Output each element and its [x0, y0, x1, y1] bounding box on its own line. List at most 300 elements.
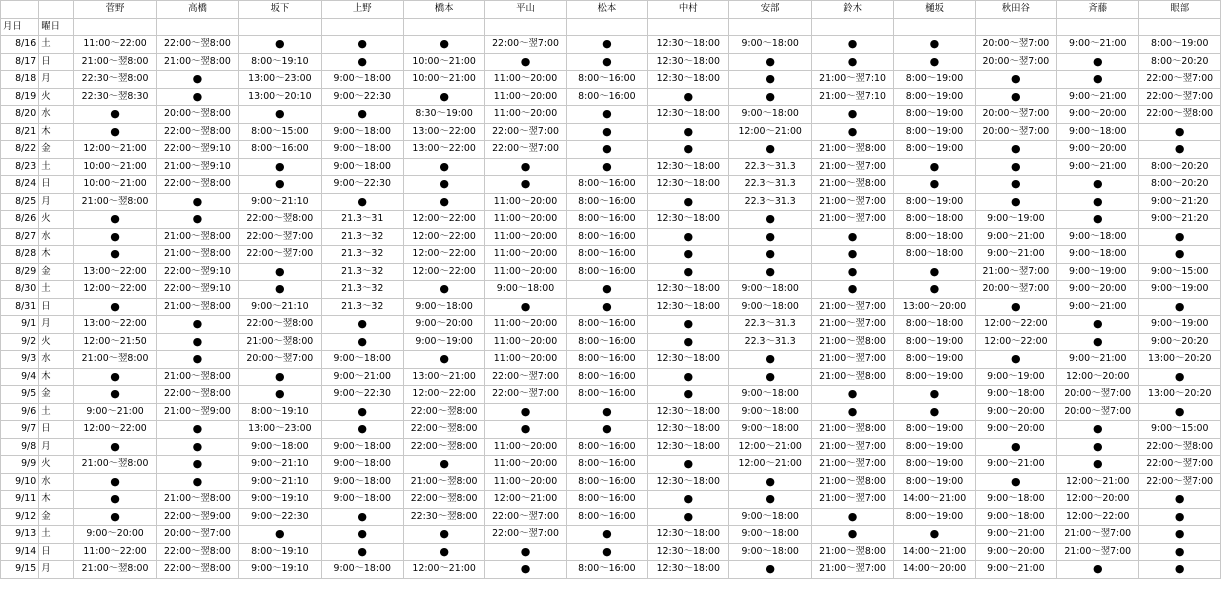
weekday-cell[interactable]: 火: [39, 211, 74, 229]
staff-name-header[interactable]: 松本: [566, 1, 647, 19]
shift-time-cell[interactable]: 9:00～18:00: [1057, 246, 1139, 264]
shift-time-cell[interactable]: 13:00～22:00: [403, 123, 484, 141]
weekday-cell[interactable]: 水: [39, 228, 74, 246]
day-off-cell[interactable]: ●: [321, 543, 403, 561]
shift-time-cell[interactable]: 9:00～18:00: [321, 158, 403, 176]
day-off-cell[interactable]: ●: [811, 508, 893, 526]
day-off-cell[interactable]: ●: [729, 263, 811, 281]
day-off-cell[interactable]: ●: [648, 368, 729, 386]
weekday-cell[interactable]: 日: [39, 176, 74, 194]
shift-time-cell[interactable]: 21:00～翌8:00: [811, 176, 893, 194]
shift-time-cell[interactable]: 12:30～18:00: [648, 421, 729, 439]
shift-time-cell[interactable]: 13:00～22:00: [74, 263, 156, 281]
day-off-cell[interactable]: ●: [1057, 176, 1139, 194]
shift-time-cell[interactable]: 22:00～翌8:00: [239, 211, 321, 229]
empty-cell[interactable]: [403, 18, 484, 36]
shift-time-cell[interactable]: 9:00～21:00: [74, 403, 156, 421]
day-off-cell[interactable]: ●: [975, 351, 1056, 369]
shift-time-cell[interactable]: 9:00～18:00: [403, 298, 484, 316]
day-off-cell[interactable]: ●: [239, 263, 321, 281]
day-off-cell[interactable]: ●: [648, 193, 729, 211]
date-cell[interactable]: 9/3: [1, 351, 39, 369]
shift-time-cell[interactable]: 8:00～16:00: [566, 246, 647, 264]
shift-time-cell[interactable]: 8:00～16:00: [566, 88, 647, 106]
shift-time-cell[interactable]: 8:30～19:00: [403, 106, 484, 124]
day-off-cell[interactable]: ●: [975, 473, 1056, 491]
weekday-cell[interactable]: 土: [39, 526, 74, 544]
shift-time-cell[interactable]: 8:00～19:00: [894, 368, 975, 386]
shift-time-cell[interactable]: 9:00～18:00: [729, 281, 811, 299]
shift-time-cell[interactable]: 9:00～18:00: [729, 526, 811, 544]
shift-time-cell[interactable]: 20:00～翌7:00: [975, 106, 1056, 124]
staff-name-header[interactable]: 斉藤: [1057, 1, 1139, 19]
shift-time-cell[interactable]: 21:00～翌8:00: [811, 141, 893, 159]
date-cell[interactable]: 8/19: [1, 88, 39, 106]
shift-time-cell[interactable]: 11:00～22:00: [74, 36, 156, 54]
day-off-cell[interactable]: ●: [74, 228, 156, 246]
shift-time-cell[interactable]: 9:00～19:10: [239, 491, 321, 509]
date-cell[interactable]: 9/15: [1, 561, 39, 579]
shift-time-cell[interactable]: 8:00～19:00: [894, 473, 975, 491]
day-off-cell[interactable]: ●: [1139, 543, 1221, 561]
day-off-cell[interactable]: ●: [811, 246, 893, 264]
shift-time-cell[interactable]: 8:00～19:00: [894, 193, 975, 211]
shift-time-cell[interactable]: 21:00～翌8:00: [74, 456, 156, 474]
shift-time-cell[interactable]: 8:00～16:00: [566, 351, 647, 369]
shift-time-cell[interactable]: 22:30～翌8:30: [74, 88, 156, 106]
shift-time-cell[interactable]: 12:00～22:00: [403, 228, 484, 246]
shift-time-cell[interactable]: 21:00～翌7:00: [811, 316, 893, 334]
shift-time-cell[interactable]: 12:00～21:00: [403, 561, 484, 579]
day-off-cell[interactable]: ●: [975, 438, 1056, 456]
shift-time-cell[interactable]: 12:00～21:50: [74, 333, 156, 351]
shift-time-cell[interactable]: 8:00～16:00: [566, 71, 647, 89]
day-off-cell[interactable]: ●: [811, 228, 893, 246]
shift-time-cell[interactable]: 21.3～32: [321, 298, 403, 316]
day-off-cell[interactable]: ●: [894, 386, 975, 404]
shift-time-cell[interactable]: 12:00～22:00: [74, 281, 156, 299]
shift-time-cell[interactable]: 21:00～翌7:10: [811, 88, 893, 106]
shift-time-cell[interactable]: 21:00～翌7:10: [811, 71, 893, 89]
day-off-cell[interactable]: ●: [648, 386, 729, 404]
shift-time-cell[interactable]: 20:00～翌7:00: [975, 123, 1056, 141]
day-off-cell[interactable]: ●: [321, 36, 403, 54]
shift-time-cell[interactable]: 8:00～19:00: [894, 88, 975, 106]
day-off-cell[interactable]: ●: [811, 106, 893, 124]
date-cell[interactable]: 8/28: [1, 246, 39, 264]
shift-time-cell[interactable]: 8:00～18:00: [894, 246, 975, 264]
shift-time-cell[interactable]: 12:30～18:00: [648, 298, 729, 316]
day-off-cell[interactable]: ●: [74, 473, 156, 491]
shift-time-cell[interactable]: 8:00～16:00: [566, 386, 647, 404]
empty-cell[interactable]: [811, 18, 893, 36]
shift-time-cell[interactable]: 12:30～18:00: [648, 176, 729, 194]
shift-time-cell[interactable]: 10:00～21:00: [74, 176, 156, 194]
weekday-cell[interactable]: 月: [39, 193, 74, 211]
shift-time-cell[interactable]: 8:00～16:00: [566, 368, 647, 386]
day-off-cell[interactable]: ●: [894, 158, 975, 176]
date-cell[interactable]: 9/9: [1, 456, 39, 474]
shift-time-cell[interactable]: 10:00～21:00: [403, 53, 484, 71]
date-cell[interactable]: 9/12: [1, 508, 39, 526]
shift-time-cell[interactable]: 9:00～18:00: [729, 106, 811, 124]
day-off-cell[interactable]: ●: [566, 281, 647, 299]
staff-name-header[interactable]: 上野: [321, 1, 403, 19]
shift-time-cell[interactable]: 21.3～32: [321, 263, 403, 281]
shift-time-cell[interactable]: 21:00～翌9:10: [156, 158, 238, 176]
day-off-cell[interactable]: ●: [648, 456, 729, 474]
shift-time-cell[interactable]: 9:00～19:10: [239, 561, 321, 579]
shift-time-cell[interactable]: 22:00～翌8:00: [156, 123, 238, 141]
day-off-cell[interactable]: ●: [811, 263, 893, 281]
shift-time-cell[interactable]: 9:00～18:00: [729, 386, 811, 404]
day-off-cell[interactable]: ●: [239, 386, 321, 404]
shift-time-cell[interactable]: 9:00～21:00: [975, 456, 1056, 474]
shift-time-cell[interactable]: 9:00～15:00: [1139, 421, 1221, 439]
shift-time-cell[interactable]: 11:00～20:00: [485, 106, 566, 124]
date-cell[interactable]: 8/31: [1, 298, 39, 316]
empty-cell[interactable]: [239, 18, 321, 36]
shift-time-cell[interactable]: 21.3～32: [321, 228, 403, 246]
shift-time-cell[interactable]: 11:00～22:00: [74, 543, 156, 561]
shift-time-cell[interactable]: 21.3～32: [321, 281, 403, 299]
weekday-column-header[interactable]: 曜日: [39, 18, 74, 36]
shift-time-cell[interactable]: 9:00～19:00: [1057, 263, 1139, 281]
shift-time-cell[interactable]: 21:00～翌8:00: [811, 543, 893, 561]
shift-time-cell[interactable]: 9:00～18:00: [729, 543, 811, 561]
day-off-cell[interactable]: ●: [975, 141, 1056, 159]
day-off-cell[interactable]: ●: [156, 71, 238, 89]
shift-time-cell[interactable]: 9:00～18:00: [975, 491, 1056, 509]
day-off-cell[interactable]: ●: [321, 53, 403, 71]
weekday-cell[interactable]: 金: [39, 141, 74, 159]
shift-time-cell[interactable]: 20:00～翌7:00: [156, 526, 238, 544]
day-off-cell[interactable]: ●: [321, 526, 403, 544]
shift-time-cell[interactable]: 21:00～翌8:00: [74, 561, 156, 579]
shift-time-cell[interactable]: 14:00～21:00: [894, 491, 975, 509]
staff-name-header[interactable]: 坂下: [239, 1, 321, 19]
shift-time-cell[interactable]: 11:00～20:00: [485, 438, 566, 456]
shift-time-cell[interactable]: 9:00～18:00: [729, 298, 811, 316]
day-off-cell[interactable]: ●: [321, 508, 403, 526]
shift-time-cell[interactable]: 9:00～18:00: [975, 386, 1056, 404]
date-cell[interactable]: 8/23: [1, 158, 39, 176]
shift-time-cell[interactable]: 22:00～翌8:00: [403, 491, 484, 509]
day-off-cell[interactable]: ●: [403, 351, 484, 369]
shift-time-cell[interactable]: 8:00～20:20: [1139, 158, 1221, 176]
staff-name-header[interactable]: 安部: [729, 1, 811, 19]
day-off-cell[interactable]: ●: [1057, 561, 1139, 579]
day-off-cell[interactable]: ●: [74, 368, 156, 386]
shift-time-cell[interactable]: 9:00～18:00: [321, 141, 403, 159]
shift-time-cell[interactable]: 12:30～18:00: [648, 158, 729, 176]
day-off-cell[interactable]: ●: [648, 263, 729, 281]
shift-time-cell[interactable]: 11:00～20:00: [485, 88, 566, 106]
shift-time-cell[interactable]: 9:00～18:00: [1057, 123, 1139, 141]
shift-time-cell[interactable]: 8:00～16:00: [566, 473, 647, 491]
shift-time-cell[interactable]: 22:00～翌8:00: [403, 421, 484, 439]
shift-time-cell[interactable]: 9:00～21:10: [239, 456, 321, 474]
shift-time-cell[interactable]: 22:00～翌8:00: [156, 36, 238, 54]
day-off-cell[interactable]: ●: [566, 36, 647, 54]
day-off-cell[interactable]: ●: [156, 438, 238, 456]
shift-time-cell[interactable]: 22:00～翌8:00: [156, 543, 238, 561]
shift-time-cell[interactable]: 9:00～21:00: [1057, 88, 1139, 106]
shift-time-cell[interactable]: 22:00～翌7:00: [1139, 473, 1221, 491]
shift-time-cell[interactable]: 21:00～翌7:00: [811, 351, 893, 369]
empty-cell[interactable]: [566, 18, 647, 36]
shift-time-cell[interactable]: 8:00～16:00: [566, 456, 647, 474]
shift-time-cell[interactable]: 9:00～18:00: [321, 456, 403, 474]
shift-time-cell[interactable]: 20:00～翌7:00: [239, 351, 321, 369]
shift-time-cell[interactable]: 11:00～20:00: [485, 211, 566, 229]
shift-time-cell[interactable]: 10:00～21:00: [74, 158, 156, 176]
day-off-cell[interactable]: ●: [566, 158, 647, 176]
weekday-cell[interactable]: 月: [39, 316, 74, 334]
shift-time-cell[interactable]: 12:00～21:00: [1057, 473, 1139, 491]
shift-time-cell[interactable]: 21:00～翌7:00: [811, 456, 893, 474]
shift-time-cell[interactable]: 8:00～16:00: [566, 491, 647, 509]
shift-time-cell[interactable]: 13:00～20:20: [1139, 386, 1221, 404]
shift-time-cell[interactable]: 22:00～翌8:00: [403, 438, 484, 456]
shift-time-cell[interactable]: 13:00～22:00: [403, 141, 484, 159]
weekday-cell[interactable]: 日: [39, 543, 74, 561]
shift-time-cell[interactable]: 8:00～18:00: [894, 228, 975, 246]
staff-name-header[interactable]: 菅野: [74, 1, 156, 19]
shift-time-cell[interactable]: 14:00～20:00: [894, 561, 975, 579]
day-off-cell[interactable]: ●: [1139, 228, 1221, 246]
shift-time-cell[interactable]: 8:00～16:00: [566, 211, 647, 229]
day-off-cell[interactable]: ●: [811, 123, 893, 141]
shift-time-cell[interactable]: 12:30～18:00: [648, 53, 729, 71]
day-off-cell[interactable]: ●: [1057, 211, 1139, 229]
day-off-cell[interactable]: ●: [74, 438, 156, 456]
day-off-cell[interactable]: ●: [729, 351, 811, 369]
shift-time-cell[interactable]: 21:00～翌7:00: [811, 561, 893, 579]
day-off-cell[interactable]: ●: [729, 211, 811, 229]
day-off-cell[interactable]: ●: [811, 36, 893, 54]
shift-time-cell[interactable]: 21:00～翌7:00: [811, 438, 893, 456]
shift-time-cell[interactable]: 8:00～19:00: [894, 333, 975, 351]
shift-time-cell[interactable]: 14:00～21:00: [894, 543, 975, 561]
shift-time-cell[interactable]: 12:30～18:00: [648, 351, 729, 369]
shift-time-cell[interactable]: 21:00～翌8:00: [156, 298, 238, 316]
shift-time-cell[interactable]: 8:00～19:10: [239, 403, 321, 421]
day-off-cell[interactable]: ●: [566, 526, 647, 544]
shift-time-cell[interactable]: 22:00～翌8:00: [403, 403, 484, 421]
shift-time-cell[interactable]: 22:00～翌8:00: [156, 176, 238, 194]
shift-time-cell[interactable]: 20:00～翌7:00: [975, 53, 1056, 71]
day-off-cell[interactable]: ●: [566, 403, 647, 421]
shift-time-cell[interactable]: 9:00～21:00: [1057, 158, 1139, 176]
shift-time-cell[interactable]: 8:00～19:00: [894, 456, 975, 474]
shift-time-cell[interactable]: 12:00～22:00: [975, 333, 1056, 351]
shift-time-cell[interactable]: 11:00～20:00: [485, 351, 566, 369]
day-off-cell[interactable]: ●: [729, 561, 811, 579]
weekday-cell[interactable]: 水: [39, 106, 74, 124]
shift-time-cell[interactable]: 20:00～翌7:00: [1057, 403, 1139, 421]
day-off-cell[interactable]: ●: [403, 543, 484, 561]
shift-time-cell[interactable]: 22:00～翌8:00: [239, 316, 321, 334]
day-off-cell[interactable]: ●: [403, 281, 484, 299]
shift-time-cell[interactable]: 22.3～31.3: [729, 176, 811, 194]
day-off-cell[interactable]: ●: [156, 88, 238, 106]
staff-name-header[interactable]: 樋坂: [894, 1, 975, 19]
weekday-cell[interactable]: 木: [39, 246, 74, 264]
staff-name-header[interactable]: 秋田谷: [975, 1, 1056, 19]
staff-name-header[interactable]: 高橋: [156, 1, 238, 19]
day-off-cell[interactable]: ●: [894, 53, 975, 71]
day-off-cell[interactable]: ●: [566, 298, 647, 316]
shift-time-cell[interactable]: 9:00～21:10: [239, 298, 321, 316]
staff-name-header[interactable]: 橋本: [403, 1, 484, 19]
shift-time-cell[interactable]: 9:00～18:00: [321, 123, 403, 141]
shift-time-cell[interactable]: 9:00～18:00: [321, 561, 403, 579]
weekday-cell[interactable]: 月: [39, 561, 74, 579]
date-column-header[interactable]: 月日: [1, 18, 39, 36]
empty-cell[interactable]: [975, 18, 1056, 36]
day-off-cell[interactable]: ●: [729, 53, 811, 71]
day-off-cell[interactable]: ●: [566, 543, 647, 561]
weekday-cell[interactable]: 木: [39, 491, 74, 509]
shift-time-cell[interactable]: 12:30～18:00: [648, 281, 729, 299]
shift-time-cell[interactable]: 21:00～翌7:00: [1057, 526, 1139, 544]
shift-time-cell[interactable]: 9:00～20:00: [1057, 141, 1139, 159]
shift-time-cell[interactable]: 22:30～翌8:00: [74, 71, 156, 89]
shift-time-cell[interactable]: 8:00～16:00: [566, 438, 647, 456]
day-off-cell[interactable]: ●: [321, 316, 403, 334]
day-off-cell[interactable]: ●: [566, 421, 647, 439]
weekday-cell[interactable]: 火: [39, 333, 74, 351]
shift-time-cell[interactable]: 21:00～翌8:00: [239, 333, 321, 351]
day-off-cell[interactable]: ●: [485, 403, 566, 421]
shift-time-cell[interactable]: 21:00～翌8:00: [74, 193, 156, 211]
day-off-cell[interactable]: ●: [321, 106, 403, 124]
shift-time-cell[interactable]: 22:00～翌8:00: [156, 386, 238, 404]
shift-time-cell[interactable]: 8:00～19:00: [894, 71, 975, 89]
shift-time-cell[interactable]: 8:00～20:20: [1139, 53, 1221, 71]
shift-time-cell[interactable]: 21:00～翌7:00: [811, 158, 893, 176]
day-off-cell[interactable]: ●: [1139, 403, 1221, 421]
weekday-cell[interactable]: 土: [39, 158, 74, 176]
shift-time-cell[interactable]: 12:00～21:00: [485, 491, 566, 509]
day-off-cell[interactable]: ●: [1057, 333, 1139, 351]
day-off-cell[interactable]: ●: [403, 176, 484, 194]
shift-time-cell[interactable]: 12:00～22:00: [403, 386, 484, 404]
day-off-cell[interactable]: ●: [321, 333, 403, 351]
shift-time-cell[interactable]: 9:00～20:00: [975, 421, 1056, 439]
shift-time-cell[interactable]: 12:30～18:00: [648, 473, 729, 491]
weekday-cell[interactable]: 土: [39, 403, 74, 421]
weekday-cell[interactable]: 火: [39, 88, 74, 106]
weekday-cell[interactable]: 木: [39, 368, 74, 386]
shift-time-cell[interactable]: 9:00～22:30: [321, 88, 403, 106]
shift-time-cell[interactable]: 12:30～18:00: [648, 71, 729, 89]
shift-time-cell[interactable]: 21:00～翌8:00: [156, 53, 238, 71]
shift-time-cell[interactable]: 9:00～18:00: [729, 421, 811, 439]
shift-time-cell[interactable]: 9:00～18:00: [321, 438, 403, 456]
shift-time-cell[interactable]: 22:00～翌7:00: [239, 228, 321, 246]
shift-time-cell[interactable]: 12:00～22:00: [975, 316, 1056, 334]
day-off-cell[interactable]: ●: [894, 526, 975, 544]
shift-time-cell[interactable]: 21:00～翌8:00: [811, 333, 893, 351]
day-off-cell[interactable]: ●: [648, 228, 729, 246]
shift-time-cell[interactable]: 21:00～翌8:00: [156, 246, 238, 264]
day-off-cell[interactable]: ●: [648, 491, 729, 509]
day-off-cell[interactable]: ●: [403, 456, 484, 474]
shift-time-cell[interactable]: 22.3～31.3: [729, 316, 811, 334]
shift-time-cell[interactable]: 9:00～18:00: [485, 281, 566, 299]
date-cell[interactable]: 8/16: [1, 36, 39, 54]
day-off-cell[interactable]: ●: [811, 281, 893, 299]
shift-time-cell[interactable]: 22:00～翌9:10: [156, 141, 238, 159]
shift-time-cell[interactable]: 8:00～20:20: [1139, 176, 1221, 194]
shift-time-cell[interactable]: 9:00～18:00: [975, 508, 1056, 526]
shift-time-cell[interactable]: 22:00～翌8:00: [1139, 438, 1221, 456]
shift-time-cell[interactable]: 12:00～21:00: [74, 141, 156, 159]
day-off-cell[interactable]: ●: [1139, 526, 1221, 544]
shift-time-cell[interactable]: 8:00～18:00: [894, 316, 975, 334]
staff-name-header[interactable]: 平山: [485, 1, 566, 19]
shift-time-cell[interactable]: 9:00～18:00: [729, 403, 811, 421]
shift-time-cell[interactable]: 8:00～19:00: [894, 351, 975, 369]
day-off-cell[interactable]: ●: [403, 193, 484, 211]
day-off-cell[interactable]: ●: [74, 298, 156, 316]
shift-time-cell[interactable]: 13:00～20:10: [239, 88, 321, 106]
shift-time-cell[interactable]: 21:00～翌7:00: [811, 298, 893, 316]
shift-time-cell[interactable]: 9:00～21:20: [1139, 211, 1221, 229]
date-cell[interactable]: 8/22: [1, 141, 39, 159]
shift-time-cell[interactable]: 12:00～22:00: [403, 211, 484, 229]
shift-time-cell[interactable]: 9:00～18:00: [321, 71, 403, 89]
shift-time-cell[interactable]: 8:00～19:00: [894, 421, 975, 439]
shift-time-cell[interactable]: 9:00～21:10: [239, 193, 321, 211]
day-off-cell[interactable]: ●: [156, 333, 238, 351]
shift-time-cell[interactable]: 12:30～18:00: [648, 526, 729, 544]
shift-time-cell[interactable]: 9:00～20:20: [1139, 333, 1221, 351]
shift-time-cell[interactable]: 13:00～22:00: [74, 316, 156, 334]
day-off-cell[interactable]: ●: [894, 176, 975, 194]
shift-time-cell[interactable]: 11:00～20:00: [485, 228, 566, 246]
shift-time-cell[interactable]: 21.3～31: [321, 211, 403, 229]
empty-cell[interactable]: [894, 18, 975, 36]
date-cell[interactable]: 9/11: [1, 491, 39, 509]
day-off-cell[interactable]: ●: [1139, 491, 1221, 509]
day-off-cell[interactable]: ●: [1139, 298, 1221, 316]
date-cell[interactable]: 9/8: [1, 438, 39, 456]
shift-time-cell[interactable]: 8:00～19:00: [894, 106, 975, 124]
day-off-cell[interactable]: ●: [894, 263, 975, 281]
day-off-cell[interactable]: ●: [156, 193, 238, 211]
empty-cell[interactable]: [74, 18, 156, 36]
shift-time-cell[interactable]: 22:00～翌7:00: [239, 246, 321, 264]
day-off-cell[interactable]: ●: [566, 123, 647, 141]
date-cell[interactable]: 9/4: [1, 368, 39, 386]
day-off-cell[interactable]: ●: [156, 316, 238, 334]
shift-time-cell[interactable]: 22:00～翌9:10: [156, 263, 238, 281]
shift-time-cell[interactable]: 9:00～21:00: [321, 368, 403, 386]
shift-time-cell[interactable]: 11:00～20:00: [485, 316, 566, 334]
shift-time-cell[interactable]: 11:00～20:00: [485, 71, 566, 89]
day-off-cell[interactable]: ●: [648, 141, 729, 159]
shift-time-cell[interactable]: 9:00～21:00: [1057, 351, 1139, 369]
empty-cell[interactable]: [648, 18, 729, 36]
shift-time-cell[interactable]: 22:00～翌7:00: [485, 141, 566, 159]
day-off-cell[interactable]: ●: [729, 246, 811, 264]
day-off-cell[interactable]: ●: [74, 106, 156, 124]
shift-time-cell[interactable]: 21:00～翌8:00: [74, 351, 156, 369]
day-off-cell[interactable]: ●: [156, 456, 238, 474]
